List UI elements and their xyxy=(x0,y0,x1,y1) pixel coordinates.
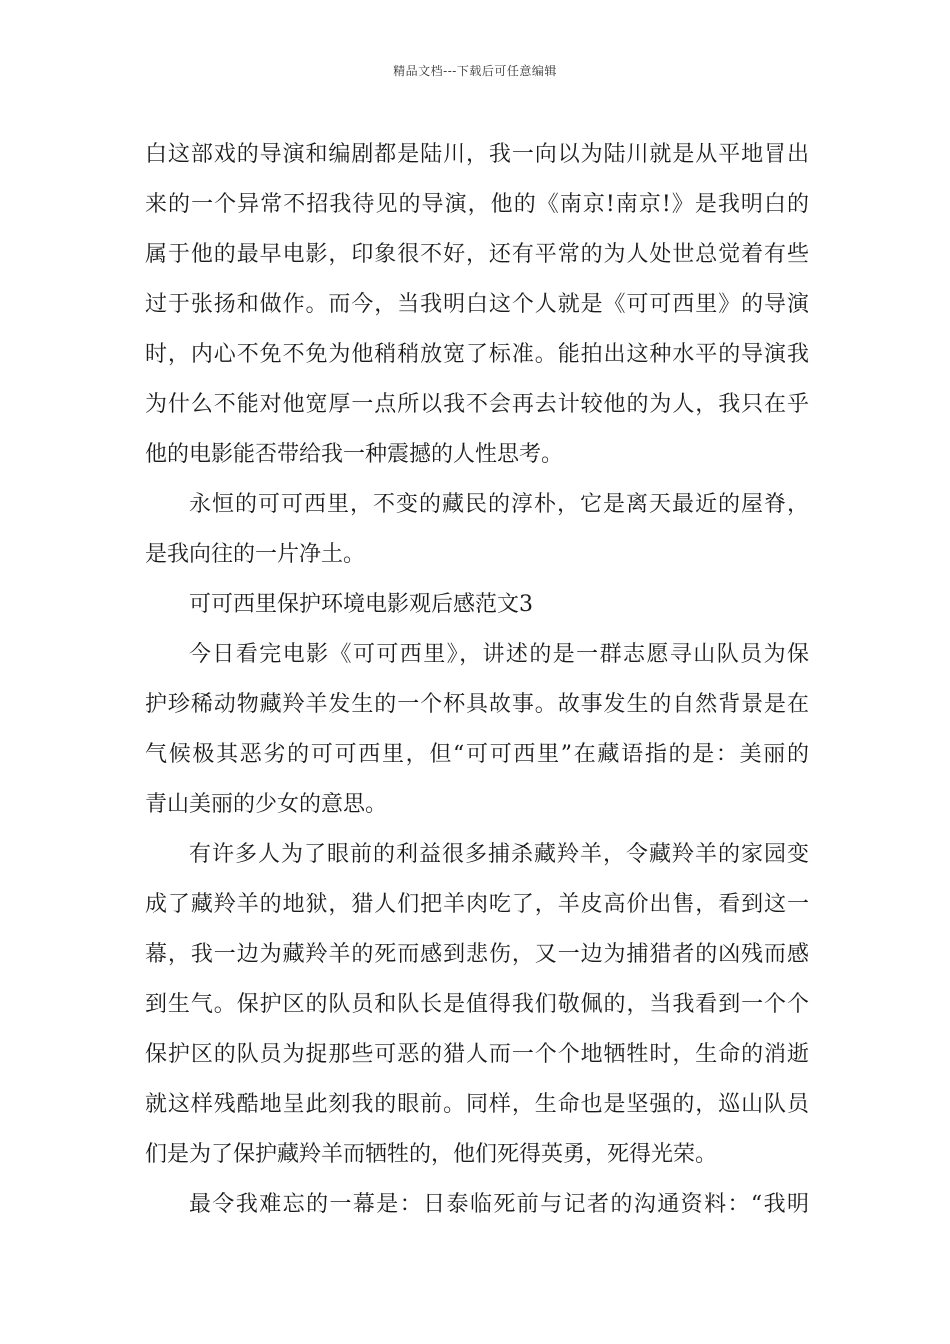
text-line: 白这部戏的导演和编剧都是陆川，我一向以为陆川就是从平地冒出 xyxy=(145,142,809,167)
text-line: 过于张扬和做作。而今，当我明白这个人就是《可可西里》的导演 xyxy=(145,292,809,317)
text-line: 是我向往的一片净土。 xyxy=(145,542,366,567)
text-line: 们是为了保护藏羚羊而牺牲的，他们死得英勇，死得光荣。 xyxy=(145,1142,718,1167)
text-line: 属于他的最早电影，印象很不好，还有平常的为人处世总觉着有些 xyxy=(145,242,809,267)
text-line: 成了藏羚羊的地狱，猎人们把羊肉吃了，羊皮高价出售，看到这一 xyxy=(145,892,809,917)
text-line: 幕，我一边为藏羚羊的死而感到悲伤，又一边为捕猎者的凶残而感 xyxy=(145,942,809,967)
text-line: 今日看完电影《可可西里》，讲述的是一群志愿寻山队员为保 xyxy=(189,642,809,667)
text-line: 来的一个异常不招我待见的导演，他的《南京!南京!》是我明白的 xyxy=(145,192,809,217)
text-line: 就这样残酷地呈此刻我的眼前。同样，生命也是坚强的，巡山队员 xyxy=(145,1092,809,1117)
document-body xyxy=(145,130,809,1230)
text-line: 气候极其恶劣的可可西里，但“可可西里”在藏语指的是：美丽的 xyxy=(145,742,809,767)
text-line: 到生气。保护区的队员和队长是值得我们敬佩的，当我看到一个个 xyxy=(145,992,809,1017)
text-line: 时，内心不免不免为他稍稍放宽了标准。能拍出这种水平的导演我 xyxy=(145,342,809,367)
text-line: 护珍稀动物藏羚羊发生的一个杯具故事。故事发生的自然背景是在 xyxy=(145,692,809,717)
text-line: 他的电影能否带给我一种震撼的人性思考。 xyxy=(145,442,564,467)
text-line: 有许多人为了眼前的利益很多捕杀藏羚羊，令藏羚羊的家园变 xyxy=(189,842,809,867)
text-line: 永恒的可可西里，不变的藏民的淳朴，它是离天最近的屋脊， xyxy=(189,492,809,517)
text-line: 最令我难忘的一幕是：日泰临死前与记者的沟通资料：“我明 xyxy=(189,1192,809,1217)
text-line: 青山美丽的少女的意思。 xyxy=(145,792,388,817)
text-line: 为什么不能对他宽厚一点所以我不会再去计较他的为人，我只在乎 xyxy=(145,392,809,417)
page-header: 精品文档---下载后可任意编辑 xyxy=(393,64,557,78)
text-line: 保护区的队员为捉那些可恶的猎人而一个个地牺牲时，生命的消逝 xyxy=(145,1042,809,1067)
section-heading: 可可西里保护环境电影观后感范文3 xyxy=(189,592,533,617)
